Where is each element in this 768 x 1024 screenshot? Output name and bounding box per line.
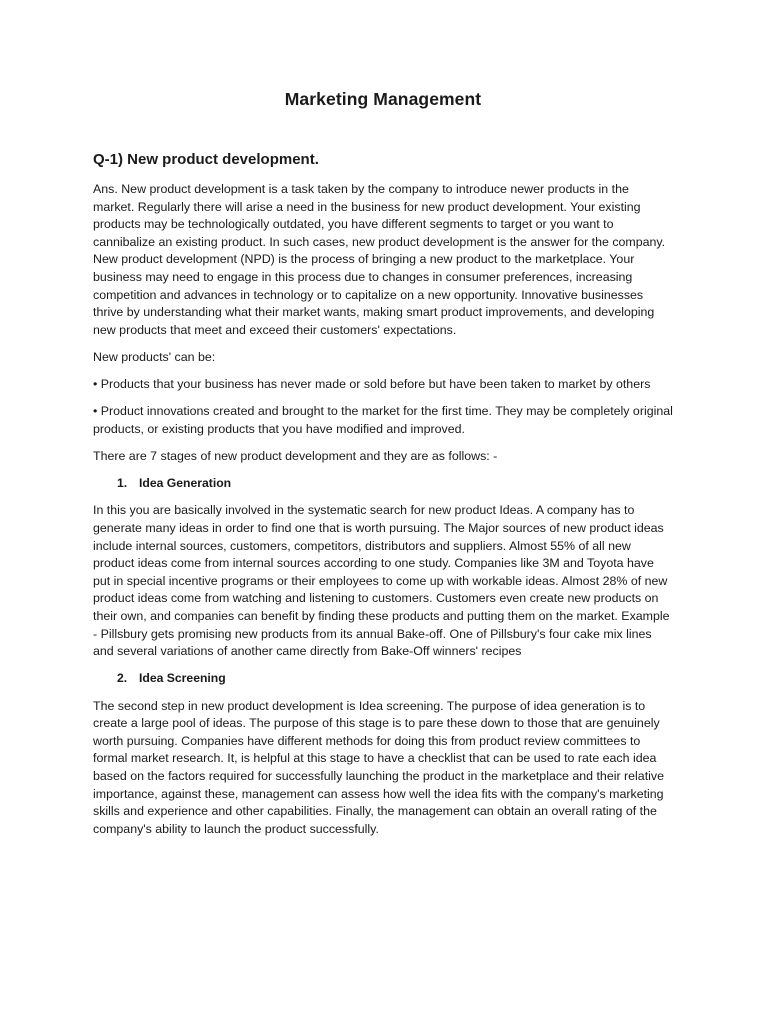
- stage-number: 1.: [117, 476, 128, 491]
- answer-paragraph: Ans. New product development is a task taken by the company to introduce newer products in the market. Regularly there will arise a need in the business for new product development. Your existing products may be technologically outdated, you have different segments to target or you want to cannibalize an existing product. In such cases, new product development is the answer for the company. New product development (NPD) is the process of bringing a new product to the marketplace. Your business may need to engage in this process due to changes in consumer preferences, increasing competition and advances in technology or to capitalize on a new opportunity. Innovative businesses thrive by understanding what their market wants, making smart product improvements, and developing new products that meet and exceed their customers' expectations.: [93, 182, 666, 337]
- question-heading: Q-1) New product development.: [93, 151, 319, 168]
- stages-intro: There are 7 stages of new product development and they are as follows: -: [93, 449, 498, 464]
- document-title: Marketing Management: [284, 89, 482, 109]
- stage-title: Idea Screening: [139, 671, 226, 686]
- stage-paragraph: In this you are basically involved in the systematic search for new product Ideas. A company has to generate many ideas in order to find one that is worth pursuing. The Major sources of new product ideas include internal sources, customers, competitors, distributors and suppliers. Almost 55% of all new product ideas come from internal sources according to one study. Companies like 3M and Toyota have put in special incentive programs or their employees to come up with workable ideas. Almost 28% of new product ideas come from watching and listening to customers. Customers even create new products on their own, and companies can benefit by finding these products and putting them on the market. Example - Pillsbury gets promising new products from its annual Bake-off. One of Pillsbury's four cake mix lines and several variations of another came directly from Bake-Off winners' recipes: [93, 503, 670, 659]
- stage-paragraph: The second step in new product development is Idea screening. The purpose of idea generation is to create a large pool of ideas. The purpose of this stage is to pare these down to those that are genuinely worth pursuing. Companies have different methods for doing this from product review committees to formal market research. It, is helpful at this stage to have a checklist that can be used to rate each idea based on the factors required for successfully launching the product in the marketplace and their relative importance, against these, management can assess how well the idea fits with the company's marketing skills and experience and other capabilities. Finally, the management can obtain an overall rating of the company's ability to launch the product successfully.: [93, 698, 664, 836]
- stage-title: Idea Generation: [139, 476, 232, 491]
- bullet-item: • Product innovations created and brought to the market for the first time. They may be completely original products, or existing products that you have modified and improved.: [93, 404, 673, 436]
- stage-heading-idea-screening: [117, 670, 673, 688]
- stage-heading-idea-generation: [117, 475, 673, 493]
- new-products-intro: New products' can be:: [93, 349, 216, 364]
- stage-number: 2.: [117, 671, 128, 686]
- document-body: [93, 181, 673, 848]
- bullet-item: • Products that your business has never made or sold before but have been taken to market by others: [93, 377, 651, 392]
